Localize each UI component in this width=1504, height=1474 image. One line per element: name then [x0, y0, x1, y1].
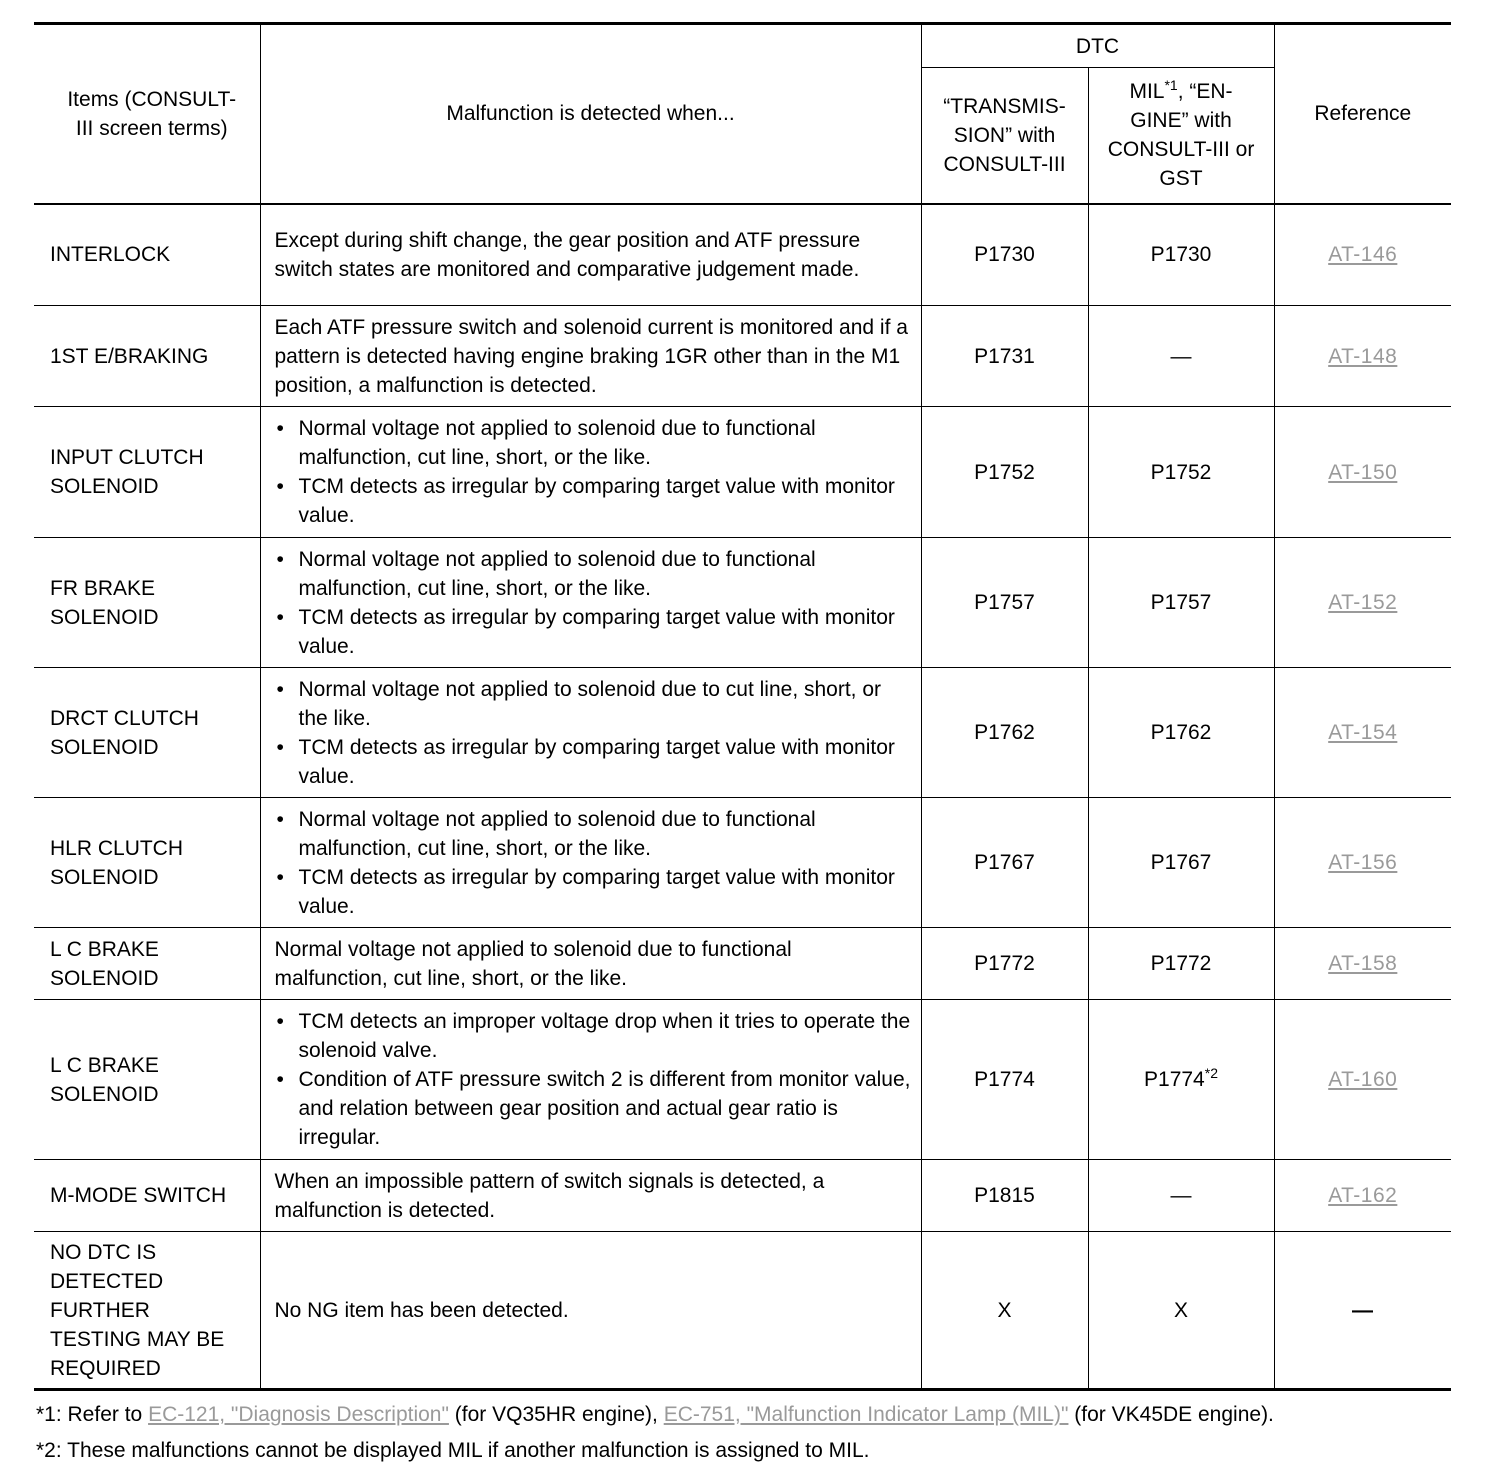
reference — [1274, 204, 1451, 306]
condition-text: No NG item has been detected. — [274, 1298, 569, 1322]
malfunction-condition — [260, 668, 921, 798]
footnote-1-suffix: (for VK45DE engine). — [1068, 1403, 1274, 1426]
reference — [1274, 798, 1451, 928]
reference — [1274, 1000, 1451, 1160]
footnote-2: *2: These malfunctions cannot be displayed MIL if another malfunction is assigned to MIL. — [36, 1439, 870, 1462]
table-row — [34, 407, 1451, 538]
dtc-mil — [1088, 798, 1274, 928]
dtc-transmission: P1767 — [921, 798, 1088, 928]
reference — [1274, 668, 1451, 798]
item-name-text: NO DTC IS DETECTED FURTHER TESTING MAY BE REQUIRED — [50, 1240, 225, 1380]
malfunction-condition — [260, 407, 921, 538]
condition-list — [275, 805, 911, 921]
dtc-mil — [1088, 407, 1274, 538]
dtc-mil-code: — — [1170, 1184, 1192, 1207]
dtc-mil-code: X — [1174, 1298, 1189, 1322]
item-name — [34, 1160, 260, 1232]
item-name — [34, 928, 260, 1000]
document — [34, 22, 1451, 1469]
condition-bullet: • TCM detects an improper voltage drop when it tries to operate the solenoid valve. — [275, 1007, 911, 1065]
reference — [1274, 407, 1451, 538]
condition-bullet: • Normal voltage not applied to solenoid due to functional malfunction, cut line, short, or the like. — [275, 545, 911, 603]
condition-bullet: • TCM detects as irregular by comparing target value with monitor value. — [275, 863, 911, 921]
item-name-text: INPUT CLUTCH SOLENOID — [50, 446, 204, 498]
header-mil-line3: CONSULT-III or — [1107, 138, 1255, 162]
condition-bullet: • TCM detects as irregular by comparing target value with monitor value. — [275, 603, 911, 661]
malfunction-condition — [260, 204, 921, 306]
condition-list — [275, 1007, 911, 1152]
header-mil — [1088, 68, 1274, 204]
footnote-1-mid: (for VQ35HR engine), — [448, 1403, 664, 1426]
condition-list — [275, 675, 911, 791]
dtc-mil — [1088, 204, 1274, 306]
malfunction-condition — [260, 538, 921, 668]
dtc-mil — [1088, 1160, 1274, 1232]
header-mil-line2: GINE” with — [1130, 109, 1232, 133]
condition-bullet: • Normal voltage not applied to solenoid due to functional malfunction, cut line, short, or the like. — [275, 805, 911, 863]
item-name — [34, 668, 260, 798]
header-malfunction: Malfunction is detected when... — [260, 24, 921, 204]
malfunction-condition — [260, 928, 921, 1000]
item-name-text: L C BRAKE SOLENOID — [50, 1053, 159, 1106]
reference-link[interactable]: AT-156 — [1328, 851, 1398, 874]
header-mil-line1: , “EN- — [1177, 80, 1233, 104]
item-name-text: FR BRAKE SOLENOID — [50, 576, 159, 629]
reference — [1274, 928, 1451, 1000]
reference — [1274, 306, 1451, 407]
footnote-1 — [36, 1397, 1451, 1433]
reference-link[interactable]: AT-146 — [1328, 243, 1398, 267]
condition-text: Normal voltage not applied to solenoid due to functional malfunction, cut line, short, or the like. — [274, 937, 792, 990]
header-dtc: DTC — [921, 24, 1274, 68]
item-name-text: L C BRAKE SOLENOID — [50, 937, 159, 990]
dtc-mil — [1088, 306, 1274, 407]
item-name-text: INTERLOCK — [50, 243, 171, 267]
dtc-transmission: P1815 — [921, 1160, 1088, 1232]
dtc-mil — [1088, 1000, 1274, 1160]
header-items — [34, 24, 260, 204]
dtc-table-body — [34, 204, 1451, 1390]
dtc-mil — [1088, 928, 1274, 1000]
dtc-transmission: X — [921, 1232, 1088, 1390]
item-name — [34, 407, 260, 538]
dtc-table — [34, 22, 1451, 1391]
condition-text: When an impossible pattern of switch signals is detected, a malfunction is detected. — [274, 1169, 825, 1222]
header-mil-line4: GST — [1159, 167, 1203, 191]
table-row — [34, 1000, 1451, 1160]
malfunction-condition — [260, 306, 921, 407]
dtc-transmission: P1762 — [921, 668, 1088, 798]
item-name — [34, 1232, 260, 1390]
dtc-mil-code: P1757 — [1150, 591, 1212, 614]
condition-list — [275, 414, 911, 530]
dtc-transmission: P1757 — [921, 538, 1088, 668]
reference-link[interactable]: AT-150 — [1328, 460, 1398, 484]
dtc-transmission: P1752 — [921, 407, 1088, 538]
table-row — [34, 668, 1451, 798]
item-name — [34, 538, 260, 668]
table-row — [34, 204, 1451, 306]
dtc-mil-code: P1730 — [1150, 243, 1212, 267]
dtc-mil — [1088, 668, 1274, 798]
malfunction-condition — [260, 1160, 921, 1232]
reference-none: — — [1352, 1298, 1374, 1322]
table-row — [34, 928, 1451, 1000]
dtc-transmission: P1731 — [921, 306, 1088, 407]
item-name — [34, 306, 260, 407]
dtc-transmission: P1772 — [921, 928, 1088, 1000]
reference — [1274, 1232, 1451, 1390]
item-name-text: DRCT CLUTCH SOLENOID — [50, 706, 199, 759]
table-row — [34, 306, 1451, 407]
link-ec-751[interactable]: EC-751, "Malfunction Indicator Lamp (MIL)" — [663, 1403, 1069, 1426]
footnotes — [34, 1397, 1451, 1469]
table-row — [34, 798, 1451, 928]
dtc-mil — [1088, 538, 1274, 668]
condition-text: Except during shift change, the gear position and ATF pressure switch states are monitored and comparative judgement made. — [274, 228, 861, 281]
dtc-mil-code: P1762 — [1150, 721, 1212, 744]
reference — [1274, 538, 1451, 668]
dtc-transmission: P1774 — [921, 1000, 1088, 1160]
item-name-text: 1ST E/BRAKING — [50, 344, 209, 368]
header-items-line1: Items (CONSULT- — [67, 87, 237, 111]
header-items-line2: III screen terms) — [75, 116, 228, 140]
table-row — [34, 538, 1451, 668]
reference-link[interactable]: AT-148 — [1328, 344, 1398, 368]
reference-link[interactable]: AT-152 — [1328, 591, 1398, 614]
header-mil-prefix: MIL — [1129, 80, 1165, 104]
header-reference: Reference — [1274, 24, 1451, 204]
condition-list — [275, 545, 911, 661]
item-name — [34, 204, 260, 306]
header-transmission-line2: SION” with — [953, 123, 1056, 147]
reference-link[interactable]: AT-154 — [1328, 721, 1398, 744]
header-transmission-line3: CONSULT-III — [943, 152, 1066, 176]
dtc-mil-code: P1774 — [1144, 1068, 1205, 1091]
header-transmission — [921, 68, 1088, 204]
item-name — [34, 1000, 260, 1160]
reference-link[interactable]: AT-160 — [1328, 1068, 1398, 1091]
condition-bullet: • Condition of ATF pressure switch 2 is different from monitor value, and relation between gear position and actual gear ratio is irregular. — [275, 1065, 911, 1152]
reference — [1274, 1160, 1451, 1232]
dtc-mil-code: P1772 — [1150, 952, 1212, 975]
condition-bullet: • TCM detects as irregular by comparing target value with monitor value. — [275, 472, 911, 530]
table-row — [34, 1160, 1451, 1232]
malfunction-condition — [260, 1000, 921, 1160]
dtc-transmission: P1730 — [921, 204, 1088, 306]
header-mil-sup: *1 — [1164, 77, 1178, 94]
header-transmission-line1: “TRANSMIS- — [943, 94, 1066, 118]
item-name-text: HLR CLUTCH SOLENOID — [50, 836, 184, 889]
dtc-mil-code: P1767 — [1150, 851, 1212, 874]
reference-link[interactable]: AT-162 — [1328, 1184, 1398, 1207]
malfunction-condition — [260, 798, 921, 928]
condition-text: Each ATF pressure switch and solenoid current is monitored and if a pattern is detected having engine braking 1GR other than in the M1 position, a malfunction is detected. — [274, 315, 908, 397]
reference-link[interactable]: AT-158 — [1328, 952, 1398, 975]
dtc-mil-code: P1752 — [1150, 460, 1212, 484]
item-name — [34, 798, 260, 928]
malfunction-condition — [260, 1232, 921, 1390]
link-ec-121[interactable]: EC-121, "Diagnosis Description" — [148, 1403, 449, 1426]
condition-bullet: • Normal voltage not applied to solenoid due to cut line, short, or the like. — [275, 675, 911, 733]
footnote-1-prefix: *1: Refer to — [36, 1403, 149, 1426]
condition-bullet: • TCM detects as irregular by comparing target value with monitor value. — [275, 733, 911, 791]
item-name-text: M-MODE SWITCH — [50, 1184, 227, 1207]
dtc-mil — [1088, 1232, 1274, 1390]
dtc-mil-code: — — [1170, 344, 1192, 368]
table-row — [34, 1232, 1451, 1390]
dtc-mil-footnote-mark: *2 — [1204, 1065, 1218, 1081]
condition-bullet: • Normal voltage not applied to solenoid due to functional malfunction, cut line, short, or the like. — [275, 414, 911, 472]
